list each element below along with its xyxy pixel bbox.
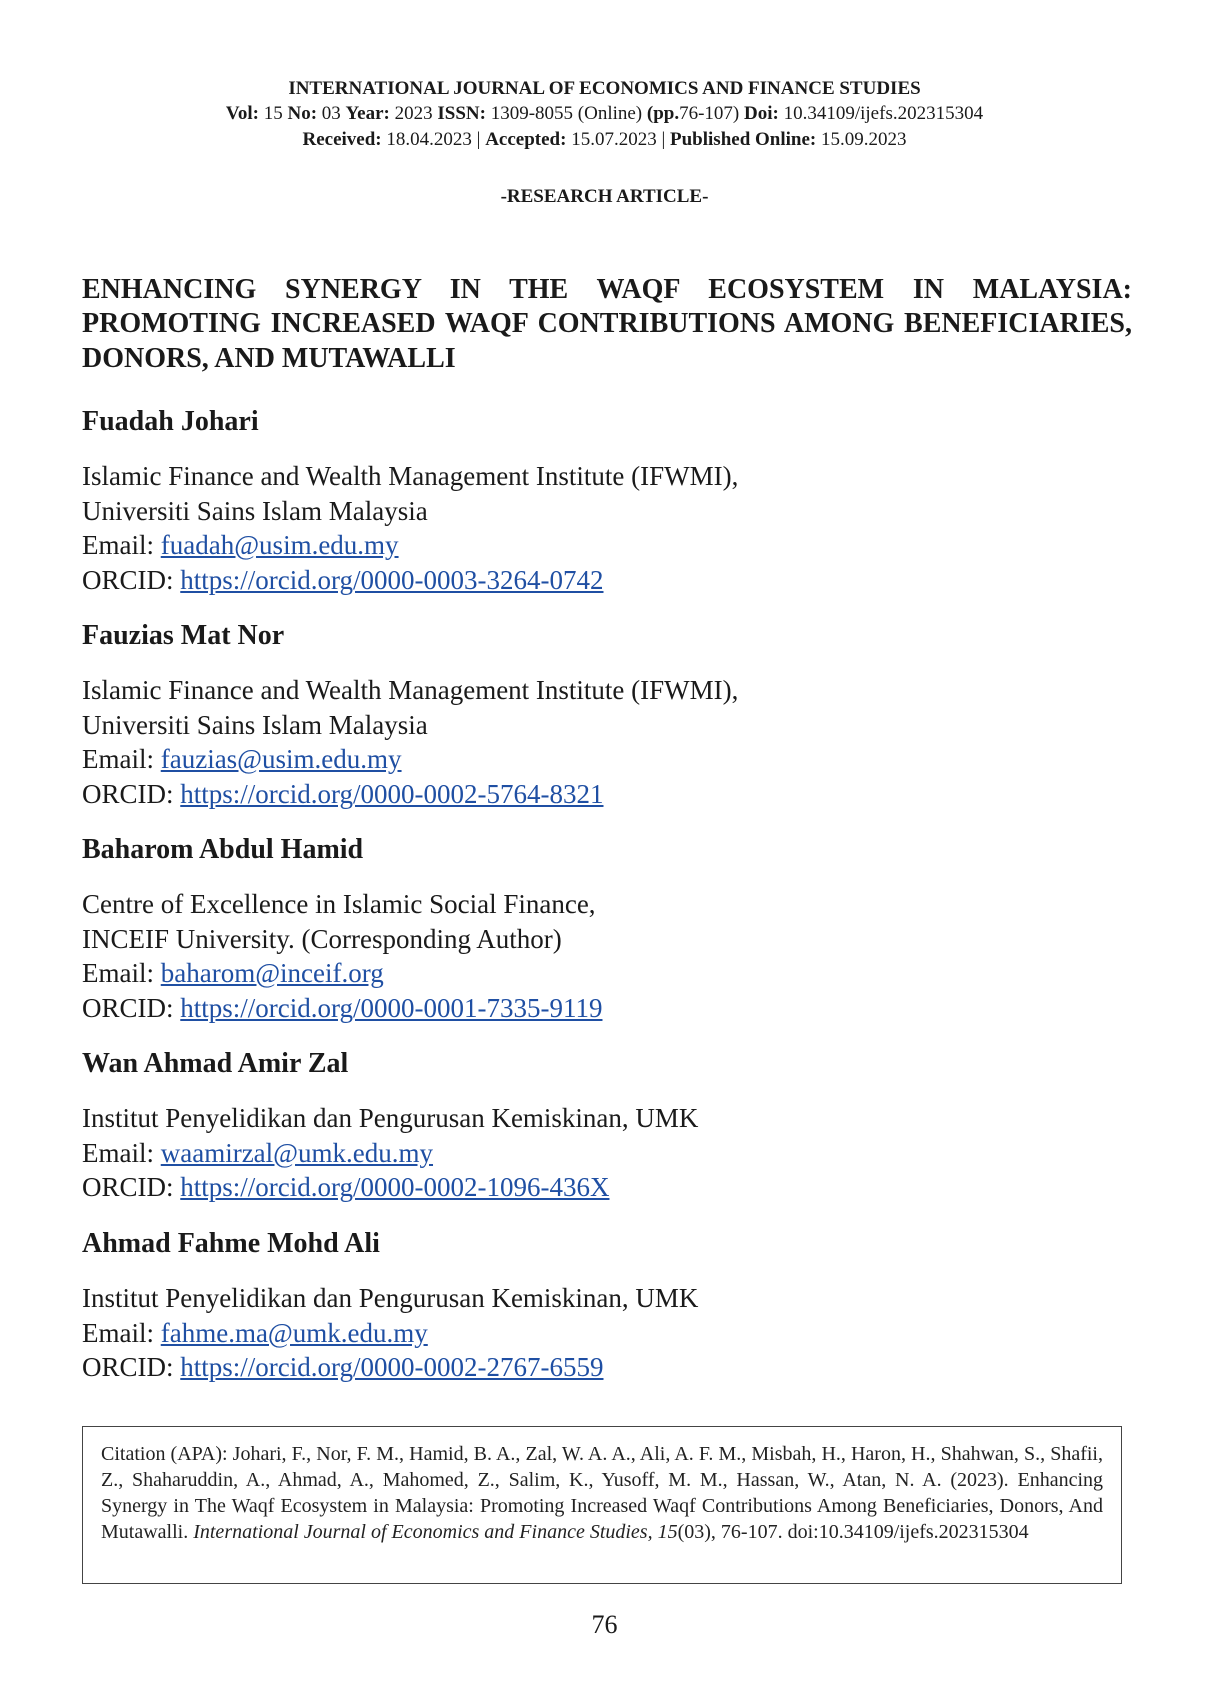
- author-orcid-line: [82, 777, 1132, 812]
- pp-label: (pp.: [646, 103, 680, 124]
- author-email-line: [82, 956, 1132, 991]
- year-value: 2023: [394, 103, 433, 124]
- author-block: [82, 1227, 1132, 1385]
- received-label: Received:: [302, 129, 382, 150]
- journal-name: INTERNATIONAL JOURNAL OF ECONOMICS AND FINANCE STUDIES: [288, 78, 921, 99]
- no-label: No:: [287, 103, 318, 124]
- paper-title-line-3: DONORS, AND MUTAWALLI: [82, 343, 456, 374]
- author-orcid-link[interactable]: https://orcid.org/0000-0001-7335-9119: [180, 992, 603, 1023]
- author-affiliation: Universiti Sains Islam Malaysia: [82, 495, 428, 526]
- journal-dates-line: [0, 128, 1209, 152]
- author-affiliation: Universiti Sains Islam Malaysia: [82, 709, 428, 740]
- email-label: Email:: [82, 1317, 154, 1348]
- accepted-value: 15.07.2023: [571, 129, 657, 150]
- paper-title-line-1: ENHANCING SYNERGY IN THE WAQF ECOSYSTEM IN MALAYSIA:: [82, 274, 1132, 305]
- author-affiliation: Islamic Finance and Wealth Management Institute (IFWMI),: [82, 461, 739, 491]
- author-orcid-link[interactable]: https://orcid.org/0000-0002-1096-436X: [180, 1172, 610, 1202]
- author-email-link[interactable]: fuadah@usim.edu.my: [160, 530, 399, 560]
- author-email-link[interactable]: fahme.ma@umk.edu.my: [160, 1317, 428, 1348]
- published-value: 15.09.2023: [821, 129, 907, 150]
- author-name: Baharom Abdul Hamid: [82, 834, 364, 865]
- author-affiliation: Institut Penyelidikan dan Pengurusan Kemiskinan, UMK: [82, 1283, 699, 1313]
- author-name: Fuadah Johari: [82, 406, 259, 437]
- citation-box: [82, 1426, 1122, 1584]
- author-orcid-line: [82, 991, 1132, 1026]
- author-orcid-link[interactable]: https://orcid.org/0000-0002-2767-6559: [180, 1352, 604, 1382]
- orcid-label: ORCID:: [82, 564, 174, 595]
- email-label: Email:: [82, 1137, 154, 1168]
- author-email-line: [82, 1136, 1132, 1171]
- author-orcid-link[interactable]: https://orcid.org/0000-0003-3264-0742: [180, 564, 604, 595]
- author-affiliation: Institut Penyelidikan dan Pengurusan Kemiskinan, UMK: [82, 1103, 699, 1133]
- author-email-line: [82, 528, 1132, 563]
- citation-issue: (03), 76-107. doi:10.34109/ijefs.202315304: [677, 1521, 1029, 1543]
- paper-title-line-2: PROMOTING INCREASED WAQF CONTRIBUTIONS AMONG BENEFICIARIES,: [82, 308, 1132, 339]
- citation-body: Citation (APA): Johari, F., Nor, F. M., Hamid, B. A., Zal, W. A. A., Ali, A. F. M., Misbah, H., Haron, H., Shahwan, S., Shafii, Z., Shaharuddin, A., Ahmad, A., Mahomed, Z., Salim, K., Yusoff, M. M., Hassan, W., Atan, N. A. (2023). Enhancing Synergy in The Waqf Ecosystem in Malaysia: Promoting Increased Waqf Contributions Among Beneficiaries, Donors, And Mutawalli.: [101, 1443, 1103, 1543]
- pp-value: 76-107): [679, 103, 740, 124]
- author-name: Ahmad Fahme Mohd Ali: [82, 1228, 380, 1259]
- no-value: 03: [321, 103, 341, 124]
- email-label: Email:: [82, 530, 154, 560]
- separator: |: [476, 129, 481, 150]
- author-block: [82, 405, 1132, 597]
- separator: |: [661, 129, 666, 150]
- vol-label: Vol:: [225, 103, 259, 124]
- doi-value: 10.34109/ijefs.202315304: [783, 103, 984, 124]
- page-number: 76: [591, 1610, 618, 1639]
- author-affiliation: Islamic Finance and Wealth Management Institute (IFWMI),: [82, 675, 739, 705]
- orcid-label: ORCID:: [82, 992, 174, 1023]
- author-email-link[interactable]: fauzias@usim.edu.my: [160, 744, 402, 774]
- vol-value: 15: [263, 103, 283, 124]
- orcid-label: ORCID:: [82, 1172, 174, 1202]
- citation-journal: International Journal of Economics and Finance Studies, 15: [193, 1521, 678, 1543]
- email-label: Email:: [82, 744, 154, 774]
- doi-label: Doi:: [744, 103, 779, 124]
- author-name: Wan Ahmad Amir Zal: [82, 1048, 349, 1079]
- orcid-label: ORCID:: [82, 778, 174, 809]
- author-name: Fauzias Mat Nor: [82, 620, 285, 651]
- author-email-link[interactable]: waamirzal@umk.edu.my: [160, 1137, 434, 1168]
- email-label: Email:: [82, 958, 154, 988]
- author-orcid-line: [82, 1170, 1132, 1205]
- year-label: Year:: [345, 103, 390, 124]
- author-affiliation: INCEIF University. (Corresponding Author): [82, 923, 562, 954]
- author-orcid-link[interactable]: https://orcid.org/0000-0002-5764-8321: [180, 778, 604, 809]
- issn-label: ISSN:: [437, 103, 486, 124]
- received-value: 18.04.2023: [386, 129, 472, 150]
- orcid-label: ORCID:: [82, 1352, 174, 1382]
- author-block: [82, 619, 1132, 811]
- author-email-line: [82, 742, 1132, 777]
- citation-text: [101, 1441, 1103, 1545]
- published-label: Published Online:: [670, 129, 817, 150]
- author-orcid-line: [82, 1350, 1132, 1385]
- author-email-line: [82, 1316, 1132, 1351]
- author-block: [82, 1047, 1132, 1205]
- author-affiliation: Centre of Excellence in Islamic Social Finance,: [82, 889, 596, 919]
- accepted-label: Accepted:: [485, 129, 567, 150]
- article-type: -RESEARCH ARTICLE-: [500, 186, 709, 207]
- author-orcid-line: [82, 563, 1132, 598]
- issn-value: 1309-8055 (Online): [490, 103, 643, 124]
- author-block: [82, 833, 1132, 1025]
- author-email-link[interactable]: baharom@inceif.org: [160, 958, 384, 988]
- journal-volume-line: [0, 102, 1209, 126]
